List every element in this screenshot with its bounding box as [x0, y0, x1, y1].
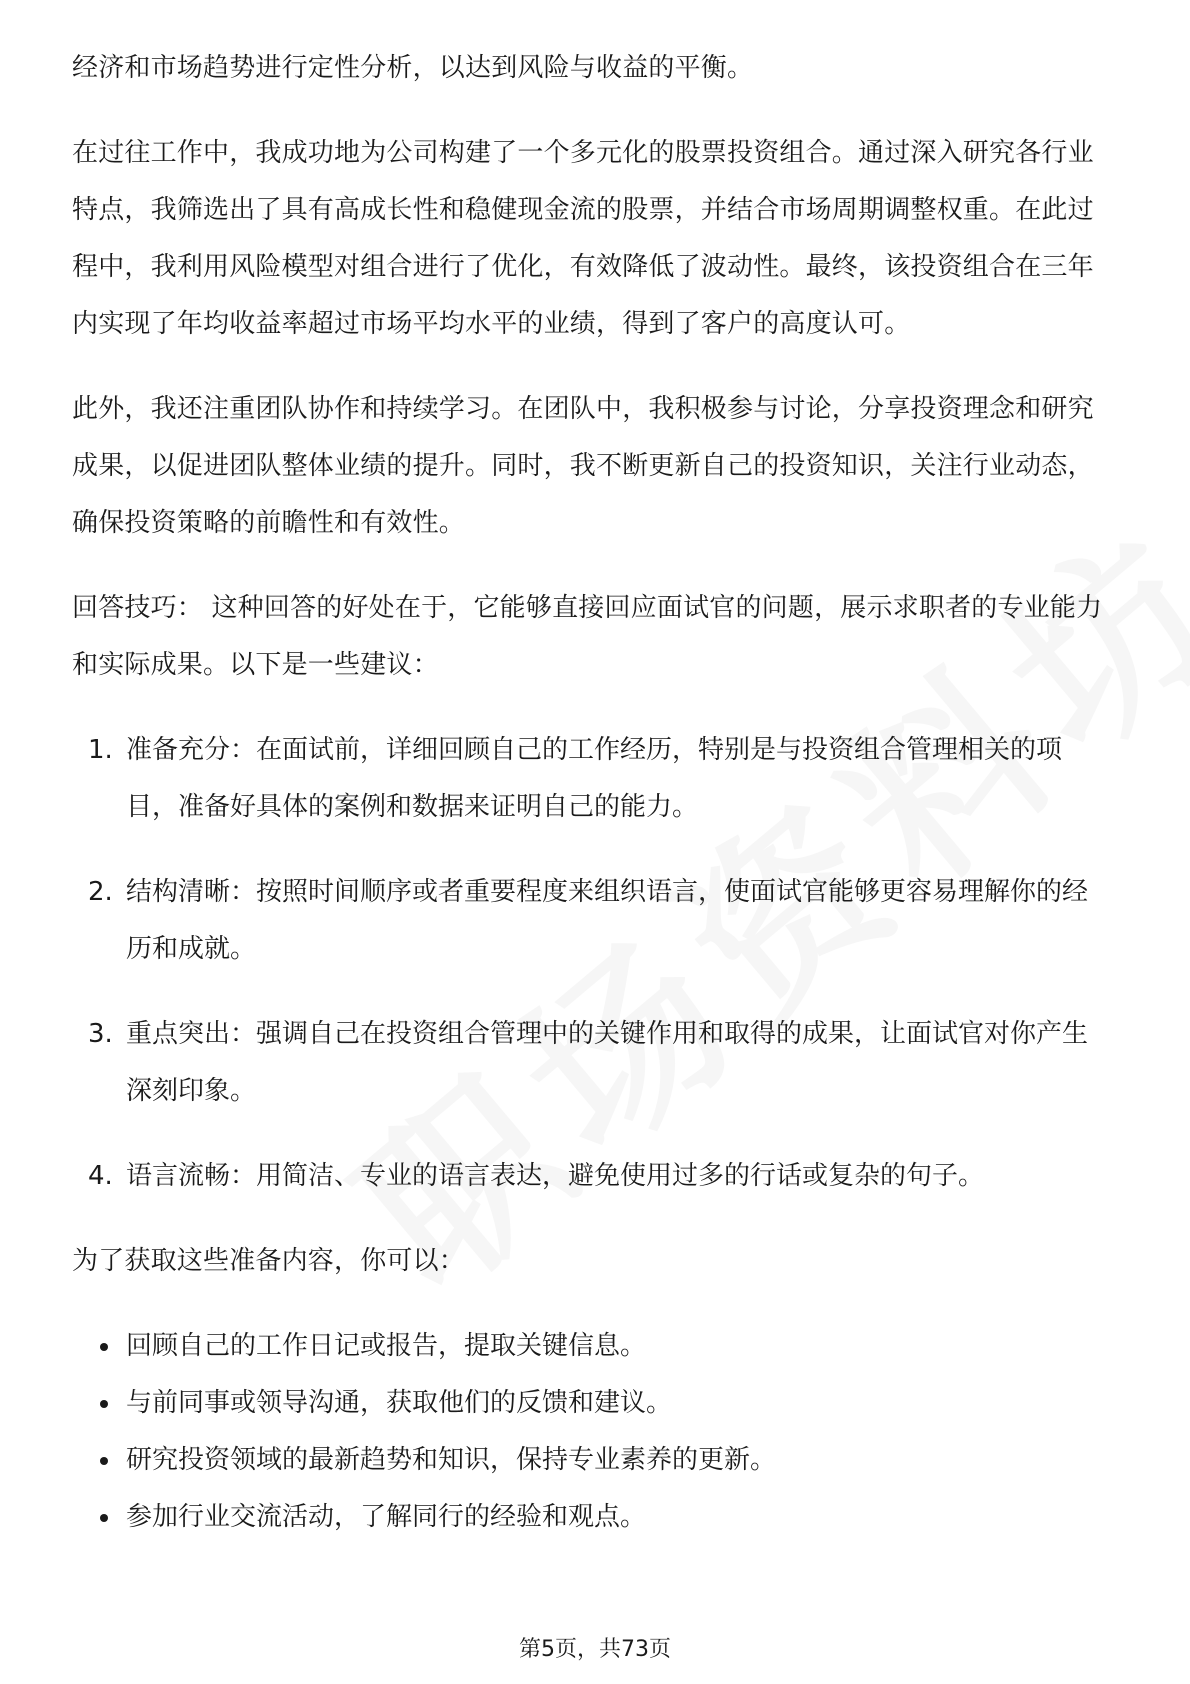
bullet-list [72, 1318, 1112, 1546]
numbered-list [72, 722, 1112, 1205]
paragraph-continuation: 经济和市场趋势进行定性分析，以达到风险与收益的平衡。 [72, 53, 754, 83]
numbered-list-item [72, 864, 1112, 978]
bullet-dot-icon [100, 1343, 108, 1351]
list-item-text: 研究投资领域的最新趋势和知识，保持专业素养的更新。 [126, 1445, 777, 1475]
paragraph-experience: 在过往工作中，我成功地为公司构建了一个多元化的股票投资组合。通过深入研究各行业特点，我筛选出了具有高成长性和稳健现金流的股票，并结合市场周期调整权重。在此过程中，我利用风险模型对组合进行了优化，有效降低了波动性。最终，该投资组合在三年内实现了年均收益率超过市场平均水平的业绩，得到了客户的高度认可。 [72, 138, 1094, 339]
page-footer: 第5页，共73页 [519, 1637, 671, 1662]
paragraph-answer-tips: 回答技巧： 这种回答的好处在于，它能够直接回应面试官的问题，展示求职者的专业能力和实际成果。以下是一些建议： [72, 593, 1103, 680]
list-item-text: 参加行业交流活动，了解同行的经验和观点。 [126, 1502, 647, 1532]
list-number: 2. [88, 877, 113, 907]
bullet-list-item [72, 1489, 1112, 1546]
list-item-text: 语言流畅：用简洁、专业的语言表达，避免使用过多的行话或复杂的句子。 [126, 1161, 985, 1191]
numbered-list-item [72, 1148, 1112, 1205]
bullet-dot-icon [100, 1457, 108, 1465]
paragraph-bullets-intro: 为了获取这些准备内容，你可以： [72, 1246, 466, 1276]
list-number: 1. [88, 735, 113, 765]
list-item-text: 准备充分：在面试前，详细回顾自己的工作经历，特别是与投资组合管理相关的项目，准备好具体的案例和数据来证明自己的能力。 [126, 735, 1063, 822]
bullet-list-item [72, 1318, 1112, 1375]
document-body [72, 40, 1112, 1546]
numbered-list-item [72, 722, 1112, 836]
paragraph-teamwork: 此外，我还注重团队协作和持续学习。在团队中，我积极参与讨论，分享投资理念和研究成果，以促进团队整体业绩的提升。同时，我不断更新自己的投资知识，关注行业动态，确保投资策略的前瞻性和有效性。 [72, 394, 1094, 538]
numbered-list-item [72, 1006, 1112, 1120]
list-item-text: 回顾自己的工作日记或报告，提取关键信息。 [126, 1331, 647, 1361]
bullet-list-item [72, 1375, 1112, 1432]
bullet-dot-icon [100, 1400, 108, 1408]
list-number: 3. [88, 1019, 113, 1049]
list-item-text: 结构清晰：按照时间顺序或者重要程度来组织语言，使面试官能够更容易理解你的经历和成就。 [126, 877, 1089, 964]
list-number: 4. [88, 1161, 113, 1191]
list-item-text: 重点突出：强调自己在投资组合管理中的关键作用和取得的成果，让面试官对你产生深刻印象。 [126, 1019, 1089, 1106]
bullet-dot-icon [100, 1514, 108, 1522]
list-item-text: 与前同事或领导沟通，获取他们的反馈和建议。 [126, 1388, 673, 1418]
bullet-list-item [72, 1432, 1112, 1489]
